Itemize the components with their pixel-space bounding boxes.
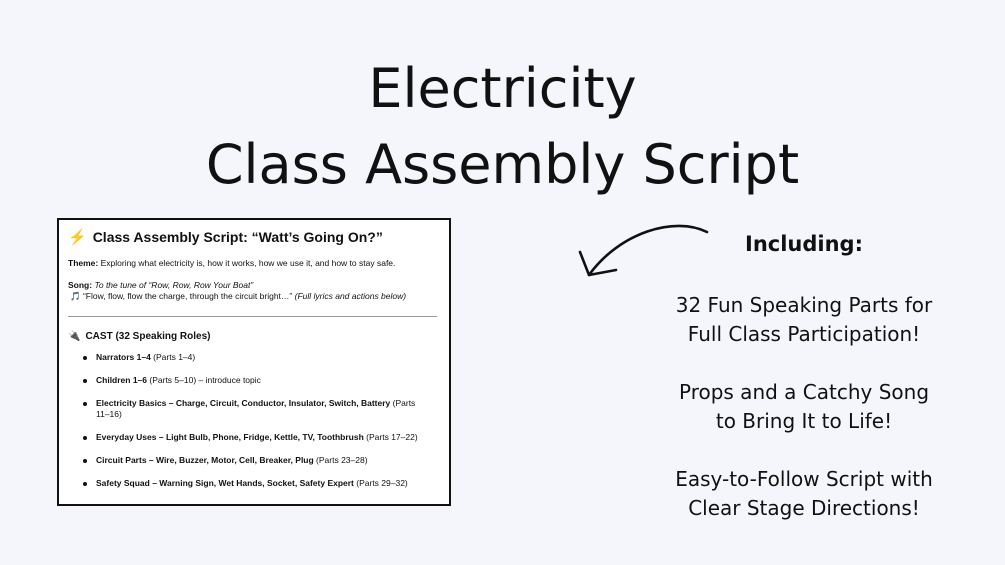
feature-line: Easy-to-Follow Script with	[675, 467, 933, 491]
doc-heading-text: Class Assembly Script: “Watt’s Going On?”	[92, 229, 383, 245]
page-title-line2: Class Assembly Script	[205, 133, 800, 196]
theme-text: Exploring what electricity is, how it works, how we use it, and how to stay safe.	[98, 258, 396, 268]
cast-heading	[68, 331, 437, 342]
lightning-icon: ⚡	[68, 229, 87, 246]
cast-role: Safety Squad – Warning Sign, Wet Hands, Socket, Safety Expert	[96, 478, 354, 488]
cast-parts: (Parts 23–28)	[313, 455, 368, 465]
cast-role: Narrators 1–4	[96, 352, 151, 362]
cast-parts: (Parts 29–32)	[353, 478, 408, 488]
including-heading: Including:	[745, 232, 863, 256]
list-item	[82, 455, 426, 466]
song-lyric-note: (Full lyrics and actions below)	[292, 291, 407, 301]
cast-role: Electricity Basics – Charge, Circuit, Conductor, Insulator, Switch, Battery	[96, 398, 391, 408]
list-item	[82, 352, 426, 363]
theme-line	[68, 258, 437, 269]
list-item	[82, 478, 426, 489]
divider	[68, 316, 437, 317]
music-note-icon: 🎵	[70, 291, 81, 301]
feature-line: Props and a Catchy Song	[678, 380, 930, 404]
cast-parts: (Parts 1–4)	[150, 352, 196, 362]
feature-item	[640, 378, 968, 436]
cast-list	[82, 352, 437, 489]
doc-heading	[68, 228, 437, 246]
song-label: Song:	[68, 280, 93, 290]
cast-parts: (Parts 5–10) – introduce topic	[147, 375, 261, 385]
song-line	[68, 280, 437, 291]
song-lyric: “Flow, flow, flow the charge, through the circuit bright…”	[80, 291, 293, 301]
cast-role: Everyday Uses – Light Bulb, Phone, Fridge, Kettle, TV, Toothbrush	[96, 432, 364, 442]
feature-line: 32 Fun Speaking Parts for	[675, 293, 933, 317]
cast-role: Circuit Parts – Wire, Buzzer, Motor, Cell, Breaker, Plug	[96, 455, 314, 465]
feature-line: to Bring It to Life!	[715, 409, 893, 433]
song-lyric-line	[68, 291, 437, 302]
cast-heading-text: CAST (32 Speaking Roles)	[85, 331, 211, 342]
cast-parts: (Parts 11–16)	[96, 398, 416, 419]
feature-line: Clear Stage Directions!	[688, 496, 920, 520]
song-text: To the tune of “Row, Row, Row Your Boat”	[92, 280, 254, 290]
feature-line: Full Class Participation!	[687, 322, 921, 346]
cast-parts: (Parts 17–22)	[363, 432, 418, 442]
page-title-line1: Electricity	[368, 57, 637, 120]
plug-icon: 🔌	[68, 331, 81, 342]
theme-label: Theme:	[68, 258, 99, 268]
feature-item	[640, 465, 968, 523]
list-item	[82, 375, 426, 386]
list-item	[82, 432, 426, 443]
feature-item	[640, 291, 968, 349]
cast-role: Children 1–6	[96, 375, 148, 385]
list-item	[82, 398, 426, 420]
script-preview	[57, 218, 451, 506]
